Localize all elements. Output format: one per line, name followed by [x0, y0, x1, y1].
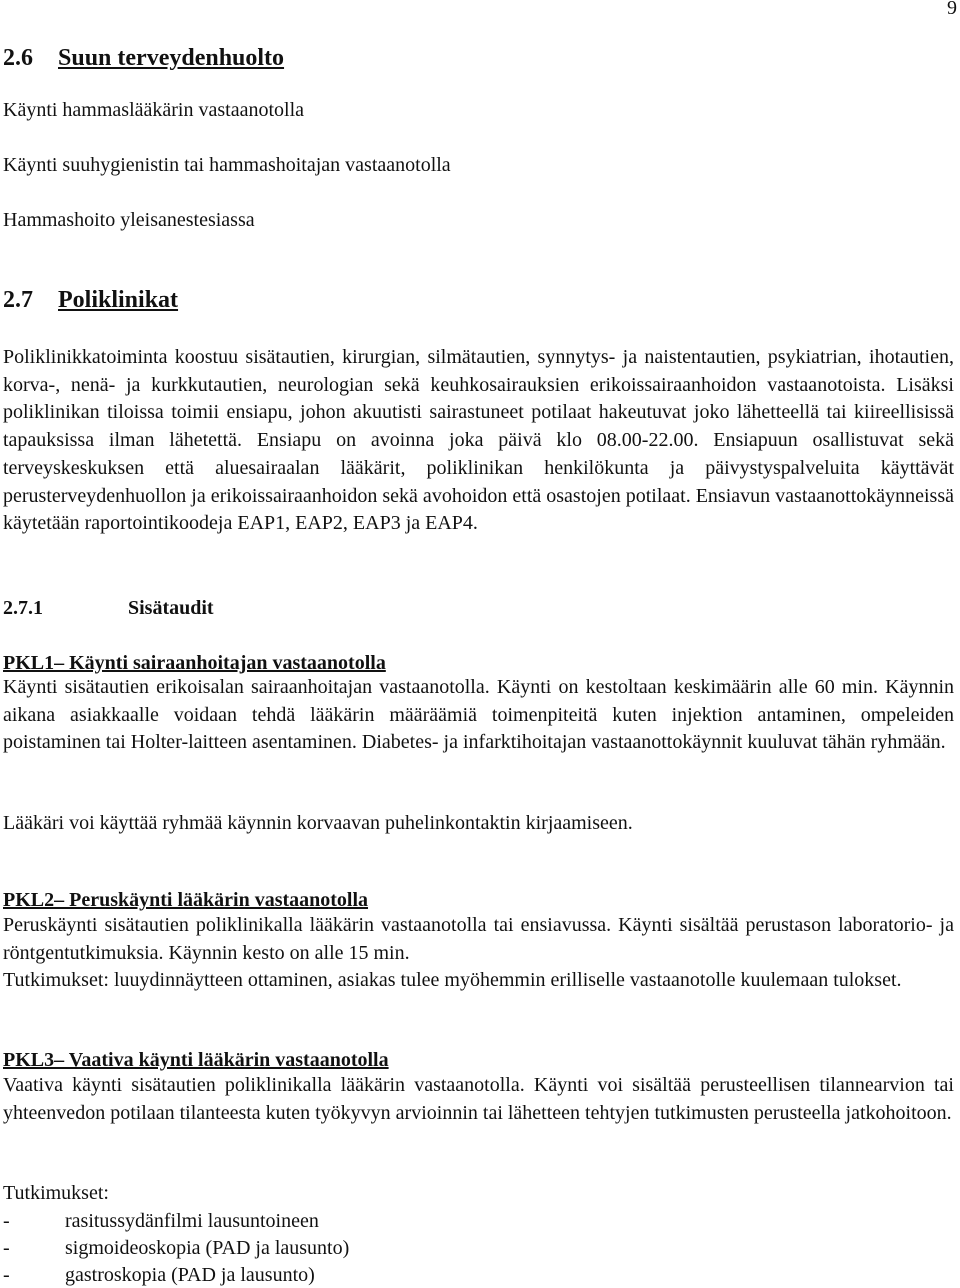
- pkl3-heading: PKL3– Vaativa käynti lääkärin vastaanotolla: [3, 1049, 389, 1071]
- page-number: 9: [947, 0, 957, 19]
- list-item-text: sigmoideoskopia (PAD ja lausunto): [65, 1237, 350, 1259]
- section-number: 2.7.1: [3, 597, 43, 619]
- list-item: Hammashoito yleisanestesiassa: [3, 209, 255, 231]
- list-item-text: rasitussydänfilmi lausuntoineen: [65, 1210, 319, 1232]
- section-heading-2-6: [3, 44, 284, 72]
- body-paragraph: Poliklinikkatoiminta koostuu sisätautien, kirurgian, silmätautien, synnytys- ja naistentautien, psykiatrian, ihotautien, korva-, nenä- ja kurkkutautien, neurologian sekä keuhkosairauksien erikoissairaanhoidon vastaanotoista. Lisäksi poliklinikan tiloissa toimii ensiapu, johon akuutisti sairastuneet potilaat hakeutuvat joko lähetteellä tai kiireellisissä tapauksissa ilman lähetettä. Ensiapu on avoinna joka päivä klo 08.00-22.00. Ensiapuun osallistuvat sekä terveyskeskuksen että aluesairaalan lääkärit, poliklinikan henkilökunta ja päivystyspalveluita käyttävät perusterveydenhuollon ja erikoissairaanhoidon sekä avohoidon että osastojen potilaat. Ensiavun vastaanottokäynneissä käytetään raportointikoodeja EAP1, EAP2, EAP3 ja EAP4.: [3, 346, 954, 535]
- pkl1-note: Lääkäri voi käyttää ryhmää käynnin korvaavan puhelinkontaktin kirjaamiseen.: [3, 812, 633, 834]
- list-item-text: gastroskopia (PAD ja lausunto): [65, 1264, 315, 1286]
- list-item: Käynti suuhygienistin tai hammashoitajan vastaanotolla: [3, 154, 451, 176]
- section-title: Poliklinikat: [58, 287, 179, 313]
- section-number: 2.6: [3, 45, 33, 71]
- pkl3-paragraph: Vaativa käynti sisätautien poliklinikalla lääkärin vastaanotolla. Käynti voi sisältää perusteellisen tilannearvion tai yhteenvedon potilaan tilanteesta kuten työkyvyn arvioinnin tai lähetteen tehtyjen tutkimusten perusteella jatkohoitoon.: [3, 1074, 954, 1124]
- pkl3-tests-label: Tutkimukset:: [3, 1182, 109, 1204]
- pkl2-tests: Tutkimukset: luuydinnäytteen ottaminen, asiakas tulee myöhemmin erilliselle vastaanotolle kuulemaan tulokset.: [3, 969, 902, 991]
- list-item: [3, 1265, 315, 1285]
- section-title: Sisätaudit: [128, 597, 214, 619]
- pkl1-paragraph: Käynti sisätautien erikoisalan sairaanhoitajan vastaanotolla. Käynti on kestoltaan keskimäärin alle 60 min. Käynnin aikana asiakkaalle voidaan tehdä lääkärin määräämiä toimenpiteitä kuten injektion antaminen, ompeleiden poistaminen tai Holter-laitteen asentaminen. Diabetes- ja infarktihoitajan vastaanottokäynnit kuuluvat tähän ryhmään.: [3, 676, 954, 754]
- list-item: [3, 1211, 319, 1231]
- list-dash: -: [3, 1210, 10, 1232]
- pkl2-paragraph: Peruskäynti sisätautien poliklinikalla lääkärin vastaanotolla tai ensiavussa. Käynti sisältää perustason laboratorio- ja röntgentutkimuksia. Käynnin kesto on alle 15 min.: [3, 914, 954, 964]
- list-item: [3, 1238, 349, 1258]
- pkl2-heading: PKL2– Peruskäynti lääkärin vastaanotolla: [3, 889, 369, 911]
- list-dash: -: [3, 1264, 10, 1286]
- list-item: Käynti hammaslääkärin vastaanotolla: [3, 99, 305, 121]
- section-title: Suun terveydenhuolto: [58, 45, 285, 71]
- pkl1-heading: PKL1– Käynti sairaanhoitajan vastaanotolla: [3, 652, 386, 674]
- section-number: 2.7: [3, 287, 33, 313]
- subsection-heading-2-7-1: [3, 598, 214, 618]
- list-dash: -: [3, 1237, 10, 1259]
- section-heading-2-7: [3, 286, 178, 314]
